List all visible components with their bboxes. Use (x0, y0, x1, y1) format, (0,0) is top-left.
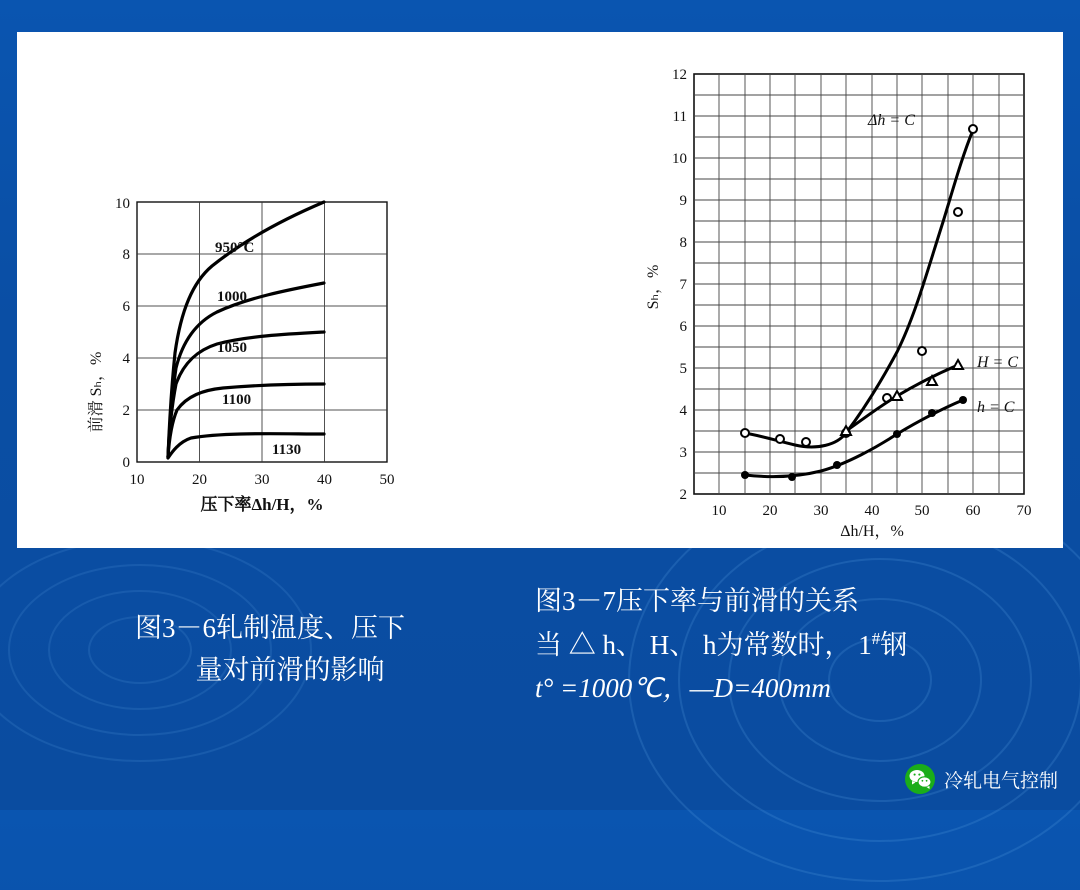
svg-text:6: 6 (679, 319, 687, 335)
figure-panel (17, 32, 1063, 548)
svg-text:20: 20 (192, 472, 207, 488)
svg-text:8: 8 (679, 235, 687, 251)
chart-3-6-xlabel: 压下率Δh/H，% (200, 495, 324, 514)
svg-text:12: 12 (672, 67, 687, 83)
svg-text:4: 4 (679, 403, 687, 419)
svg-text:40: 40 (864, 503, 880, 519)
svg-text:40: 40 (317, 472, 332, 488)
svg-text:30: 30 (254, 472, 270, 488)
svg-text:10: 10 (711, 503, 727, 519)
svg-text:50: 50 (379, 472, 395, 488)
svg-text:2: 2 (679, 487, 687, 503)
svg-text:7: 7 (679, 277, 687, 293)
svg-text:6: 6 (122, 299, 130, 315)
caption-right-line1: 图3－7压下率与前滑的关系 (535, 586, 859, 616)
footer-wechat (905, 764, 1058, 794)
svg-text:70: 70 (1016, 503, 1032, 519)
series-delta-h-c (745, 130, 973, 447)
svg-text:30: 30 (813, 503, 829, 519)
series-label-1130: 1130 (272, 442, 302, 458)
caption-right-line2-sup: # (871, 628, 881, 648)
series-label-1000: 1000 (217, 289, 247, 305)
caption-left (60, 608, 480, 692)
caption-right-line3: t° =1000℃，—D=400mm (535, 673, 831, 704)
series-label-1050: 1050 (217, 340, 247, 356)
svg-text:5: 5 (679, 361, 687, 377)
svg-text:2: 2 (122, 403, 130, 419)
label-h-upper-c: H = C (977, 354, 1019, 371)
chart-3-7-ylabel: Sₕ，% (645, 264, 662, 310)
svg-text:0: 0 (122, 455, 130, 471)
svg-text:11: 11 (672, 109, 687, 125)
svg-text:4: 4 (122, 351, 130, 367)
footer-label: 冷轧电气控制 (943, 770, 1058, 792)
series-1000 (168, 283, 324, 457)
svg-text:3: 3 (679, 445, 687, 461)
caption-left-line1: 图3－6轧制温度、压下 (135, 613, 405, 643)
chart-3-7-svg (632, 62, 1052, 542)
label-delta-h-c: Δh = C (868, 112, 915, 129)
caption-right-line2 (535, 624, 1055, 668)
svg-text:50: 50 (914, 503, 930, 519)
chart-3-7-xlabel: Δh/H，% (840, 523, 904, 540)
series-label-1100: 1100 (222, 392, 252, 408)
chart-figure-3-7 (632, 62, 1052, 542)
svg-text:10: 10 (115, 196, 130, 212)
series-label-950c: 950°C (215, 240, 255, 256)
caption-right-line2-main: 当 △ h、 H、 h为常数时， 1 (535, 629, 872, 660)
svg-text:8: 8 (122, 247, 130, 263)
caption-right-line2-tail: 钢 (880, 629, 908, 660)
svg-text:20: 20 (762, 503, 778, 519)
caption-left-line2: 量对前滑的影响 (195, 654, 385, 685)
label-h-lower-c: h = C (977, 399, 1015, 416)
wechat-icon (905, 764, 935, 794)
chart-3-6-ylabel: 前滑 Sₕ，% (88, 351, 105, 433)
series-delta-h-c-markers (741, 125, 977, 446)
chart-figure-3-6 (57, 162, 477, 532)
svg-text:60: 60 (965, 503, 981, 519)
caption-right (535, 580, 1055, 711)
svg-text:9: 9 (679, 193, 687, 209)
svg-text:10: 10 (672, 151, 687, 167)
chart-3-6-svg (57, 162, 477, 532)
wechat-glyph (905, 764, 935, 794)
svg-text:10: 10 (129, 472, 145, 488)
